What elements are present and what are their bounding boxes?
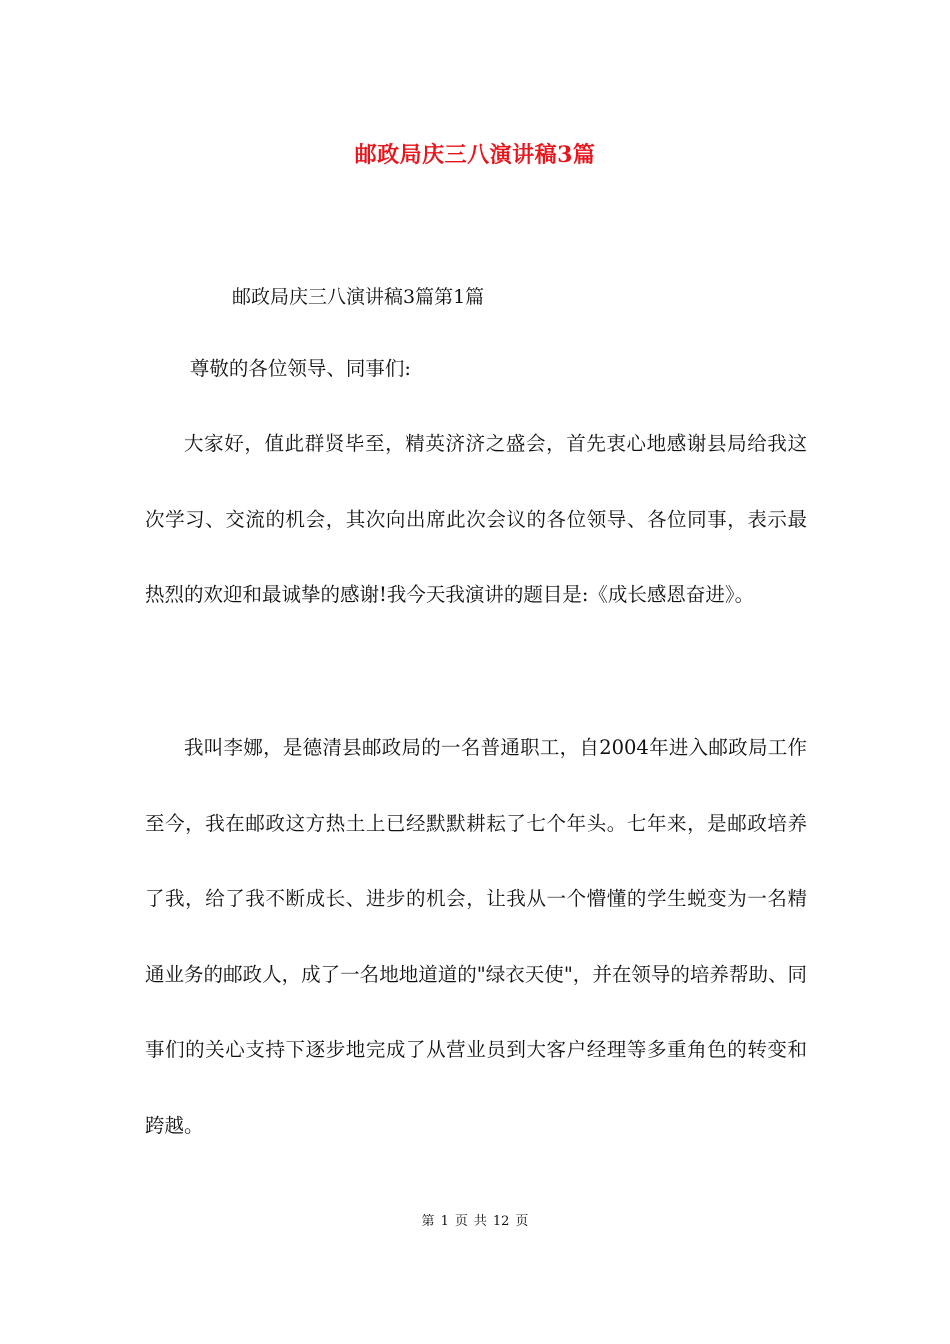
paragraph-2: 我叫李娜，是德清县邮政局的一名普通职工，自2004年进入邮政局工作至今，我在邮政这方热土上已经默默耕耘了七个年头。七年来，是邮政培养了我，给了我不断成长、进步的机会，让我从一个懵懂的学生蜕变为一名精通业务的邮政人，成了一名地地道道的"绿衣天使"，并在领导的培养帮助、同事们的关心支持下逐步地完成了从营业员到大客户经理等多重角色的转变和跨越。 [145, 736, 807, 1137]
paragraph-1: 大家好，值此群贤毕至，精英济济之盛会，首先衷心地感谢县局给我这次学习、交流的机会，其次向出席此次会议的各位领导、各位同事，表示最热烈的欢迎和最诚挚的感谢!我今天我演讲的题目是:《成长感恩奋进》。 [145, 432, 807, 606]
footer-total-pages: 12 [492, 1214, 510, 1229]
footer-page-number: 1 [440, 1214, 449, 1229]
page-footer [0, 1210, 950, 1229]
footer-total-word: 共 [473, 1214, 487, 1229]
footer-suffix: 页 [515, 1214, 529, 1229]
section-heading: 邮政局庆三八演讲稿3篇第1篇 [232, 286, 485, 308]
document-title: 邮政局庆三八演讲稿3篇 [354, 142, 596, 168]
greeting-line: 尊敬的各位领导、同事们: [189, 357, 411, 380]
footer-page-word: 页 [454, 1214, 468, 1229]
footer-prefix: 第 [421, 1214, 435, 1229]
